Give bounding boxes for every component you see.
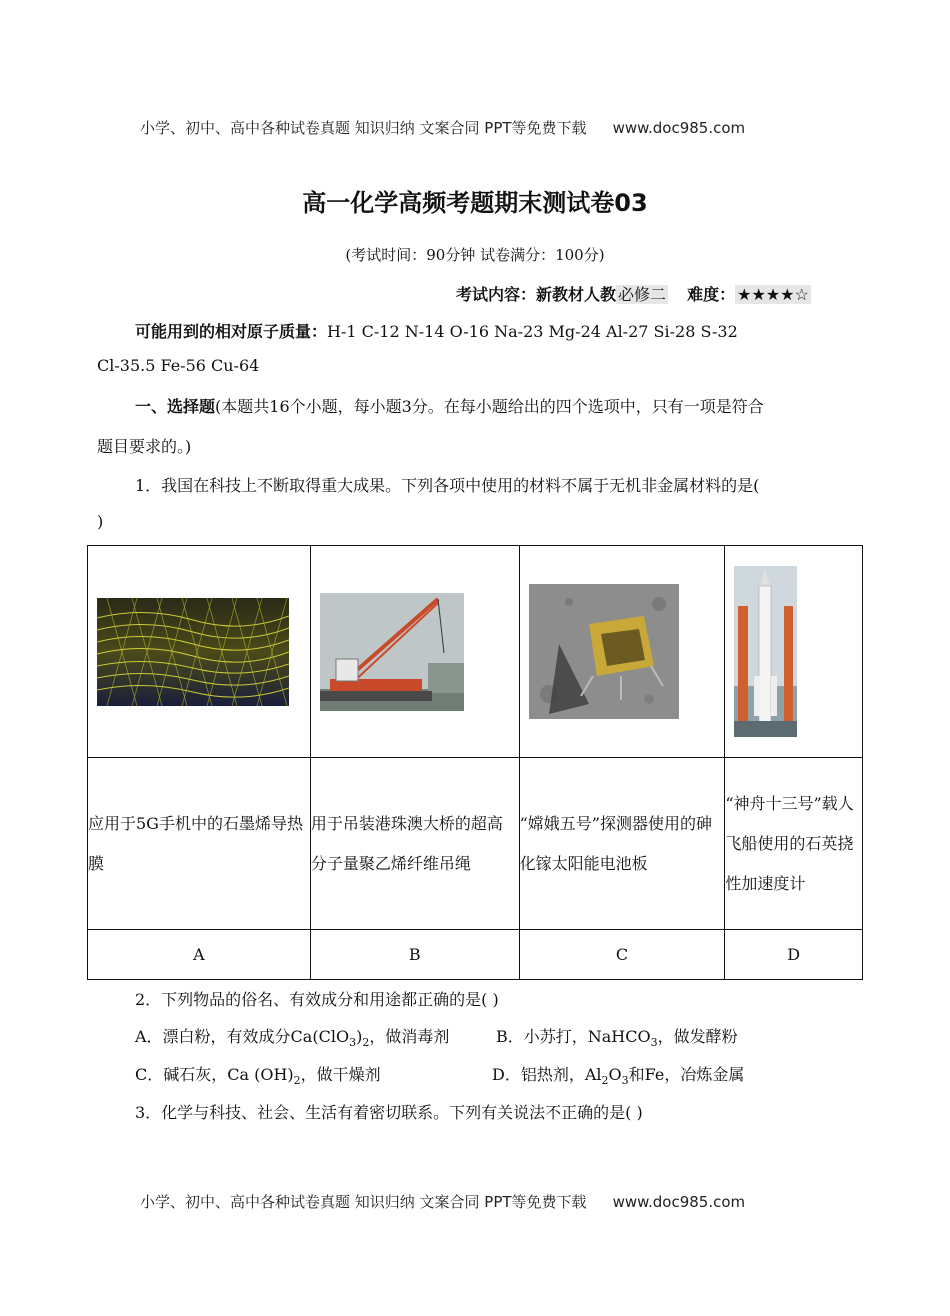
q2-d-end: 和Fe，冶炼金属 bbox=[628, 1065, 745, 1084]
atomic-mass-values: H-1 C-12 N-14 O-16 Na-23 Mg-24 Al-27 Si-28 S-32 bbox=[327, 322, 738, 341]
q2-a-sub: 3 bbox=[349, 1036, 357, 1050]
q2-a-text: A．漂白粉，有效成分Ca(ClO bbox=[135, 1027, 350, 1046]
footer-url[interactable]: www.doc985.com bbox=[612, 1193, 746, 1211]
q2-d-mid: O bbox=[608, 1065, 622, 1084]
q2-a-sub2: 2 bbox=[362, 1036, 370, 1050]
atomic-mass-line2: Cl-35.5 Fe-56 Cu-64 bbox=[97, 356, 260, 375]
option-c-image-cell bbox=[519, 546, 725, 758]
q1-stem: 1．我国在科技上不断取得重大成果。下列各项中使用的材料不属于无机非金属材料的是( bbox=[135, 476, 760, 495]
q2-option-b[interactable] bbox=[496, 1024, 738, 1050]
lunar-probe-image bbox=[529, 584, 679, 719]
atomic-mass-line1 bbox=[135, 319, 738, 342]
q2-b-sub: 3 bbox=[650, 1036, 658, 1050]
q2-c-sub: 2 bbox=[293, 1074, 301, 1088]
option-d-text: “神舟十三号”载人飞船使用的石英挠性加速度计 bbox=[725, 758, 863, 930]
q1-text-row bbox=[88, 758, 863, 930]
atomic-mass-label: 可能用到的相对原子质量： bbox=[135, 322, 328, 341]
rocket-image bbox=[734, 566, 797, 737]
q1-options-table bbox=[87, 545, 863, 980]
section1-desc-line2: 题目要求的。) bbox=[97, 437, 192, 456]
q2-a-end: ，做消毒剂 bbox=[369, 1027, 450, 1046]
page-footer bbox=[140, 1191, 745, 1212]
q2-stem: 2．下列物品的俗名、有效成分和用途都正确的是( ) bbox=[135, 990, 499, 1009]
q1-label-row bbox=[88, 930, 863, 980]
option-b-image-cell bbox=[310, 546, 519, 758]
q2-option-d[interactable] bbox=[492, 1062, 745, 1088]
q2-b-end: ，做发酵粉 bbox=[657, 1027, 738, 1046]
option-b-label[interactable]: B bbox=[310, 930, 519, 980]
q2-b-text: B．小苏打，NaHCO bbox=[496, 1027, 651, 1046]
q3-stem: 3．化学与科技、社会、生活有着密切联系。下列有关说法不正确的是( ) bbox=[135, 1103, 643, 1122]
option-d-image-cell bbox=[725, 546, 863, 758]
content-value: 必修二 bbox=[618, 285, 667, 304]
q2-d-sub2: 3 bbox=[621, 1074, 629, 1088]
crane-image bbox=[320, 593, 464, 711]
option-b-text: 用于吊装港珠澳大桥的超高分子量聚乙烯纤维吊绳 bbox=[310, 758, 519, 930]
difficulty-stars: ★★★★☆ bbox=[737, 285, 809, 304]
option-a-text: 应用于5G手机中的石墨烯导热膜 bbox=[88, 758, 311, 930]
q1-stem-cont: ) bbox=[97, 512, 104, 531]
section1-heading: 一、选择题 bbox=[135, 397, 216, 416]
option-c-text: “嫦娥五号”探测器使用的砷化镓太阳能电池板 bbox=[519, 758, 725, 930]
section1-heading-line bbox=[135, 394, 764, 417]
content-label: 考试内容：新教材人教 bbox=[456, 285, 617, 304]
q1-image-row bbox=[88, 546, 863, 758]
q2-d-sub: 2 bbox=[601, 1074, 609, 1088]
footer-text: 小学、初中、高中各种试卷真题 知识归纳 文案合同 PPT等免费下载 bbox=[140, 1193, 587, 1211]
page-header bbox=[140, 117, 745, 138]
content-line bbox=[456, 282, 811, 305]
page-title: 高一化学高频考题期末测试卷03 bbox=[302, 189, 648, 217]
difficulty-label: 难度： bbox=[687, 285, 736, 304]
option-c-label[interactable]: C bbox=[519, 930, 725, 980]
exam-info: (考试时间：90分钟 试卷满分：100分) bbox=[345, 246, 605, 264]
option-a-label[interactable]: A bbox=[88, 930, 311, 980]
option-d-label[interactable]: D bbox=[725, 930, 863, 980]
q2-option-c[interactable] bbox=[135, 1062, 381, 1088]
option-a-image-cell bbox=[88, 546, 311, 758]
section1-desc: (本题共16个小题，每小题3分。在每小题给出的四个选项中，只有一项是符合 bbox=[215, 397, 764, 416]
header-url[interactable]: www.doc985.com bbox=[612, 119, 746, 137]
q2-c-end: ，做干燥剂 bbox=[300, 1065, 381, 1084]
q2-a-paren: ) bbox=[356, 1027, 363, 1046]
q2-d-text: D．铝热剂，Al bbox=[492, 1065, 602, 1084]
q2-option-a[interactable] bbox=[135, 1024, 450, 1050]
graphene-image bbox=[97, 598, 289, 706]
q2-c-text: C．碱石灰，Ca (OH) bbox=[135, 1065, 294, 1084]
header-text: 小学、初中、高中各种试卷真题 知识归纳 文案合同 PPT等免费下载 bbox=[140, 119, 587, 137]
